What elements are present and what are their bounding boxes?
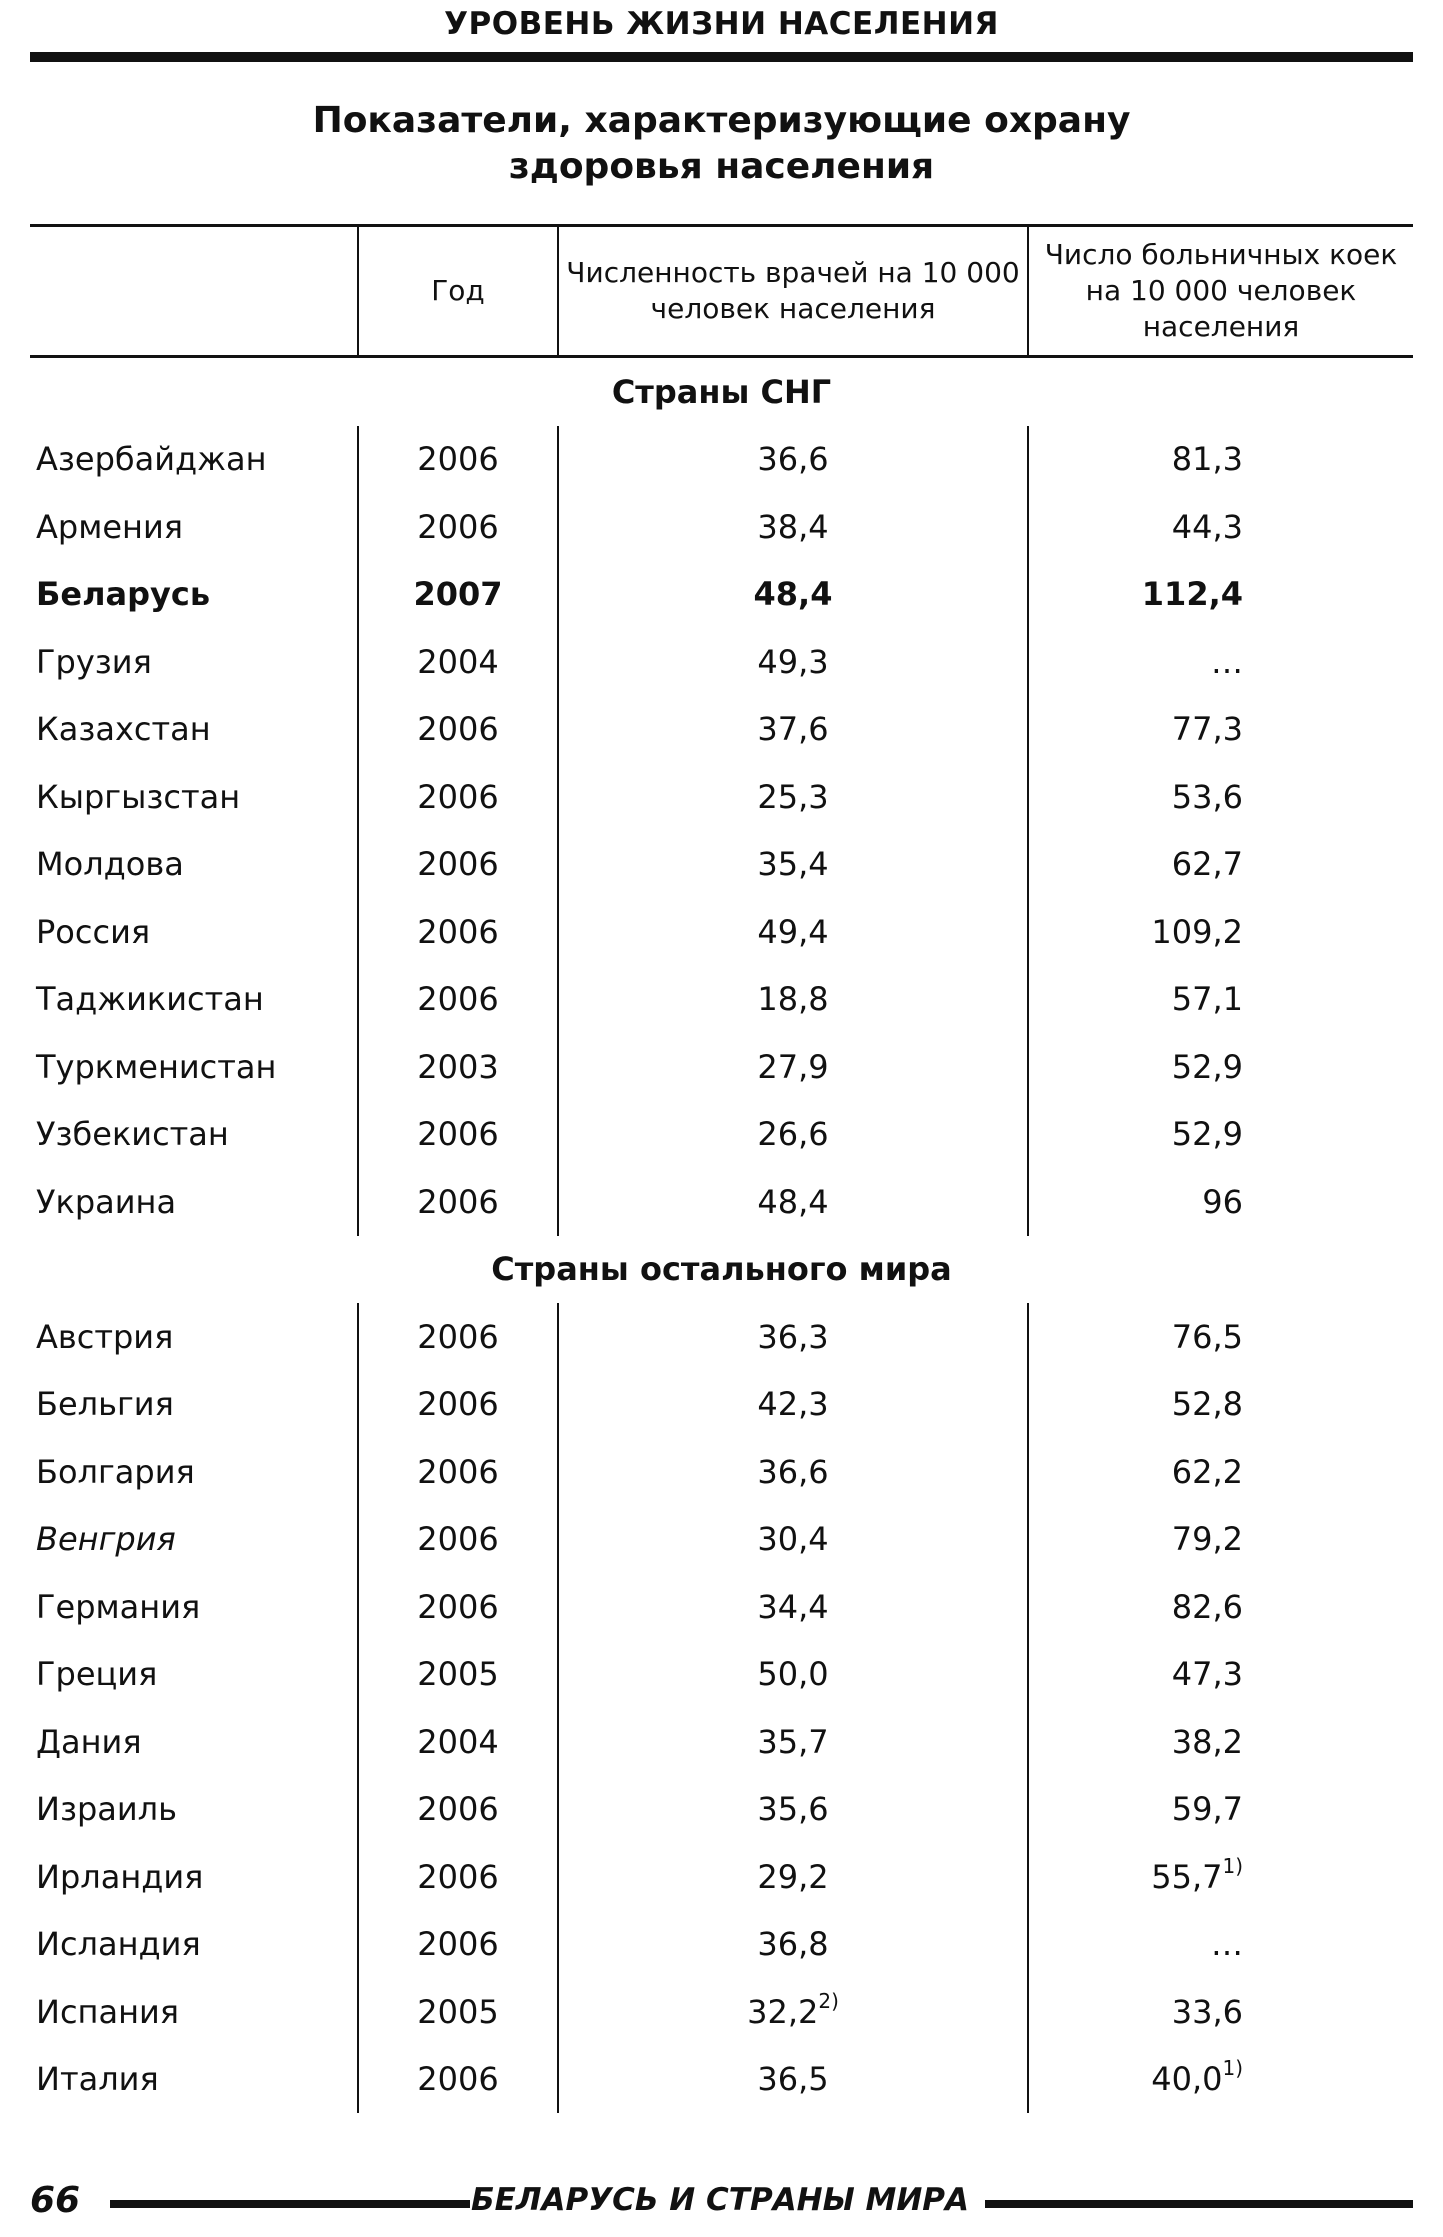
page-title-line-2: здоровья населения — [508, 146, 935, 187]
doctors-cell-value: 42,3 — [757, 1385, 829, 1424]
year-cell — [358, 1708, 558, 1776]
year-cell-value: 2006 — [417, 1452, 499, 1491]
beds-cell-value: 82,6 — [1171, 1587, 1243, 1626]
country-cell — [30, 561, 358, 629]
beds-cell — [1028, 1641, 1413, 1709]
section-title: Страны остального мира — [491, 1250, 952, 1289]
doctors-cell-value: 50,0 — [757, 1655, 829, 1694]
beds-cell-value: 44,3 — [1171, 507, 1243, 546]
section-title: Страны СНГ — [611, 372, 832, 411]
table-header-row — [30, 226, 1413, 357]
doctors-cell-value: 48,4 — [757, 1182, 829, 1221]
beds-cell-footnote: 1) — [1222, 2056, 1243, 2081]
beds-cell — [1028, 898, 1413, 966]
country-cell-value: Таджикистан — [36, 980, 264, 1019]
beds-cell-value: 81,3 — [1171, 440, 1243, 479]
year-cell-value: 2006 — [417, 777, 499, 816]
doctors-cell-value: 34,4 — [757, 1587, 829, 1626]
beds-cell — [1028, 1978, 1413, 2046]
doctors-cell-value: 26,6 — [757, 1115, 829, 1154]
section-header-row — [30, 357, 1413, 426]
doctors-cell-value: 25,3 — [757, 777, 829, 816]
page-title-line-1: Показатели, характеризующие охрану — [312, 100, 1131, 141]
footer-book-title: БЕЛАРУСЬ И СТРАНЫ МИРА — [470, 2182, 970, 2218]
beds-cell-value: 109,2 — [1151, 912, 1243, 951]
year-cell — [358, 1573, 558, 1641]
year-cell-value: 2006 — [417, 1520, 499, 1559]
beds-cell — [1028, 966, 1413, 1034]
doctors-cell-value: 18,8 — [757, 980, 829, 1019]
country-cell — [30, 763, 358, 831]
beds-cell-value: … — [1211, 1925, 1243, 1964]
country-cell — [30, 1573, 358, 1641]
year-cell — [358, 2046, 558, 2114]
country-cell — [30, 1101, 358, 1169]
year-cell-value: 2006 — [417, 1790, 499, 1829]
table-body — [30, 357, 1413, 2114]
table-row — [30, 1978, 1413, 2046]
table-row — [30, 1168, 1413, 1236]
doctors-cell-value: 32,2 — [747, 1992, 819, 2031]
country-cell-value: Туркменистан — [36, 1047, 277, 1086]
beds-cell — [1028, 561, 1413, 629]
doctors-cell-value: 35,4 — [757, 845, 829, 884]
country-cell-value: Казахстан — [36, 710, 211, 749]
beds-cell — [1028, 1573, 1413, 1641]
beds-cell-value: 52,8 — [1171, 1385, 1243, 1424]
year-cell-value: 2005 — [417, 1992, 499, 2031]
header-beds: Число больничных коек на 10 000 человек населения — [1028, 226, 1413, 357]
beds-cell-value: 112,4 — [1141, 575, 1243, 614]
beds-cell — [1028, 493, 1413, 561]
country-cell-value: Ирландия — [36, 1857, 204, 1896]
header-country — [30, 226, 358, 357]
doctors-cell-value: 48,4 — [753, 575, 833, 614]
doctors-cell — [558, 1978, 1028, 2046]
year-cell-value: 2006 — [417, 2060, 499, 2099]
beds-cell — [1028, 1101, 1413, 1169]
doctors-cell — [558, 831, 1028, 899]
year-cell-value: 2006 — [417, 1857, 499, 1896]
beds-cell-value: 47,3 — [1171, 1655, 1243, 1694]
table-row — [30, 493, 1413, 561]
beds-cell-value: … — [1211, 642, 1243, 681]
table-row — [30, 696, 1413, 764]
table-row — [30, 763, 1413, 831]
doctors-cell — [558, 1911, 1028, 1979]
country-cell — [30, 1438, 358, 1506]
year-cell — [358, 1371, 558, 1439]
country-cell — [30, 1506, 358, 1574]
doctors-cell — [558, 763, 1028, 831]
beds-cell-value: 55,7 — [1151, 1857, 1223, 1896]
beds-cell — [1028, 1911, 1413, 1979]
country-cell — [30, 1033, 358, 1101]
table-row — [30, 1573, 1413, 1641]
country-cell-value: Кыргызстан — [36, 777, 241, 816]
table-row — [30, 2046, 1413, 2114]
country-cell-value: Армения — [36, 507, 183, 546]
doctors-cell — [558, 1303, 1028, 1371]
year-cell-value: 2006 — [417, 710, 499, 749]
beds-cell-value: 62,7 — [1171, 845, 1243, 884]
doctors-cell — [558, 561, 1028, 629]
running-head: УРОВЕНЬ ЖИЗНИ НАСЕЛЕНИЯ — [444, 6, 999, 42]
year-cell — [358, 628, 558, 696]
table-row — [30, 1033, 1413, 1101]
beds-cell — [1028, 1843, 1413, 1911]
doctors-cell-value: 49,4 — [757, 912, 829, 951]
country-cell — [30, 1776, 358, 1844]
year-cell — [358, 493, 558, 561]
country-cell — [30, 1168, 358, 1236]
year-cell-value: 2003 — [417, 1047, 499, 1086]
country-cell — [30, 696, 358, 764]
section-header-row — [30, 1236, 1413, 1304]
doctors-cell-value: 38,4 — [757, 507, 829, 546]
country-cell-value: Германия — [36, 1587, 201, 1626]
beds-cell-value: 40,0 — [1151, 2060, 1223, 2099]
year-cell-value: 2006 — [417, 980, 499, 1019]
country-cell-value: Россия — [36, 912, 151, 951]
doctors-cell — [558, 426, 1028, 494]
year-cell — [358, 1168, 558, 1236]
beds-cell — [1028, 1438, 1413, 1506]
year-cell-value: 2006 — [417, 1587, 499, 1626]
doctors-cell — [558, 1843, 1028, 1911]
doctors-cell-value: 30,4 — [757, 1520, 829, 1559]
doctors-cell-value: 36,3 — [757, 1317, 829, 1356]
country-cell — [30, 1978, 358, 2046]
beds-cell-value: 79,2 — [1171, 1520, 1243, 1559]
doctors-cell — [558, 1776, 1028, 1844]
doctors-cell — [558, 628, 1028, 696]
country-cell-value: Исландия — [36, 1925, 201, 1964]
country-cell — [30, 1303, 358, 1371]
doctors-cell — [558, 898, 1028, 966]
table-row — [30, 898, 1413, 966]
country-cell-value: Италия — [36, 2060, 159, 2099]
beds-cell — [1028, 628, 1413, 696]
country-cell-value: Молдова — [36, 845, 184, 884]
top-rule — [30, 52, 1413, 62]
year-cell-value: 2006 — [417, 845, 499, 884]
doctors-cell — [558, 1101, 1028, 1169]
table-row — [30, 1911, 1413, 1979]
year-cell — [358, 831, 558, 899]
doctors-cell — [558, 1506, 1028, 1574]
country-cell-value: Грузия — [36, 642, 152, 681]
beds-cell — [1028, 1776, 1413, 1844]
country-cell-value: Бельгия — [36, 1385, 174, 1424]
country-cell-value: Испания — [36, 1992, 180, 2031]
beds-cell — [1028, 1168, 1413, 1236]
country-cell-value: Болгария — [36, 1452, 195, 1491]
year-cell-value: 2004 — [417, 642, 499, 681]
doctors-cell — [558, 1371, 1028, 1439]
doctors-cell-value: 35,7 — [757, 1722, 829, 1761]
year-cell-value: 2006 — [417, 1115, 499, 1154]
beds-cell-value: 59,7 — [1171, 1790, 1243, 1829]
doctors-cell-value: 36,8 — [757, 1925, 829, 1964]
beds-cell-footnote: 1) — [1222, 1853, 1243, 1878]
country-cell-value: Израиль — [36, 1790, 177, 1829]
year-cell — [358, 1438, 558, 1506]
table-row — [30, 1843, 1413, 1911]
year-cell-value: 2006 — [417, 1317, 499, 1356]
health-indicators-table — [30, 224, 1413, 2113]
page-title — [0, 98, 1443, 190]
doctors-cell — [558, 966, 1028, 1034]
doctors-cell — [558, 1438, 1028, 1506]
year-cell — [358, 1776, 558, 1844]
country-cell-value: Беларусь — [36, 575, 211, 614]
table-row — [30, 1303, 1413, 1371]
year-cell — [358, 763, 558, 831]
country-cell — [30, 1371, 358, 1439]
year-cell-value: 2005 — [417, 1655, 499, 1694]
doctors-cell — [558, 1708, 1028, 1776]
doctors-cell-value: 36,6 — [757, 1452, 829, 1491]
doctors-cell — [558, 1033, 1028, 1101]
table-row — [30, 1708, 1413, 1776]
year-cell — [358, 561, 558, 629]
country-cell — [30, 831, 358, 899]
doctors-cell-value: 36,6 — [757, 440, 829, 479]
year-cell-value: 2006 — [417, 912, 499, 951]
year-cell — [358, 1101, 558, 1169]
doctors-cell-footnote: 2) — [818, 1988, 839, 2013]
table-row — [30, 1776, 1413, 1844]
doctors-cell — [558, 1641, 1028, 1709]
header-year: Год — [358, 226, 558, 357]
country-cell — [30, 898, 358, 966]
country-cell — [30, 2046, 358, 2114]
year-cell — [358, 1911, 558, 1979]
beds-cell — [1028, 1033, 1413, 1101]
table-row — [30, 1641, 1413, 1709]
table-row — [30, 1438, 1413, 1506]
country-cell — [30, 493, 358, 561]
doctors-cell — [558, 2046, 1028, 2114]
doctors-cell-value: 37,6 — [757, 710, 829, 749]
year-cell — [358, 1641, 558, 1709]
table-row — [30, 628, 1413, 696]
beds-cell — [1028, 1371, 1413, 1439]
country-cell — [30, 426, 358, 494]
country-cell-value: Азербайджан — [36, 440, 267, 479]
beds-cell — [1028, 2046, 1413, 2114]
doctors-cell-value: 36,5 — [757, 2060, 829, 2099]
year-cell-value: 2007 — [413, 575, 503, 614]
health-indicators-table-wrap — [30, 224, 1413, 2113]
year-cell — [358, 898, 558, 966]
beds-cell — [1028, 831, 1413, 899]
beds-cell-value: 53,6 — [1171, 777, 1243, 816]
country-cell-value: Греция — [36, 1655, 158, 1694]
table-row — [30, 426, 1413, 494]
table-row — [30, 561, 1413, 629]
doctors-cell — [558, 696, 1028, 764]
beds-cell — [1028, 696, 1413, 764]
beds-cell-value: 52,9 — [1171, 1047, 1243, 1086]
country-cell-value: Австрия — [36, 1317, 174, 1356]
page-footer — [0, 2180, 1443, 2220]
country-cell — [30, 966, 358, 1034]
doctors-cell-value: 29,2 — [757, 1857, 829, 1896]
year-cell-value: 2006 — [417, 507, 499, 546]
doctors-cell-value: 35,6 — [757, 1790, 829, 1829]
table-row — [30, 966, 1413, 1034]
table-row — [30, 1101, 1413, 1169]
year-cell — [358, 426, 558, 494]
year-cell — [358, 966, 558, 1034]
beds-cell-value: 33,6 — [1171, 1992, 1243, 2031]
doctors-cell-value: 49,3 — [757, 642, 829, 681]
country-cell-value: Узбекистан — [36, 1115, 229, 1154]
footer-rule-right — [985, 2200, 1413, 2208]
year-cell — [358, 696, 558, 764]
country-cell — [30, 1843, 358, 1911]
doctors-cell — [558, 1168, 1028, 1236]
year-cell — [358, 1843, 558, 1911]
doctors-cell — [558, 1573, 1028, 1641]
header-doctors: Численность врачей на 10 000 человек населения — [558, 226, 1028, 357]
doctors-cell-value: 27,9 — [757, 1047, 829, 1086]
country-cell-value: Украина — [36, 1182, 177, 1221]
year-cell — [358, 1506, 558, 1574]
beds-cell-value: 96 — [1202, 1182, 1243, 1221]
beds-cell-value: 52,9 — [1171, 1115, 1243, 1154]
footer-rule-left — [110, 2200, 470, 2208]
country-cell-value: Венгрия — [36, 1520, 176, 1559]
table-row — [30, 1506, 1413, 1574]
beds-cell — [1028, 1303, 1413, 1371]
year-cell-value: 2006 — [417, 1182, 499, 1221]
beds-cell — [1028, 426, 1413, 494]
beds-cell-value: 76,5 — [1171, 1317, 1243, 1356]
beds-cell-value: 38,2 — [1171, 1722, 1243, 1761]
page-number: 66 — [30, 2180, 81, 2221]
beds-cell — [1028, 1506, 1413, 1574]
country-cell-value: Дания — [36, 1722, 142, 1761]
beds-cell-value: 57,1 — [1171, 980, 1243, 1019]
year-cell-value: 2006 — [417, 1385, 499, 1424]
doctors-cell — [558, 493, 1028, 561]
country-cell — [30, 1641, 358, 1709]
year-cell-value: 2006 — [417, 1925, 499, 1964]
beds-cell-value: 62,2 — [1171, 1452, 1243, 1491]
beds-cell — [1028, 763, 1413, 831]
table-row — [30, 831, 1413, 899]
beds-cell — [1028, 1708, 1413, 1776]
country-cell — [30, 628, 358, 696]
country-cell — [30, 1911, 358, 1979]
year-cell-value: 2004 — [417, 1722, 499, 1761]
table-row — [30, 1371, 1413, 1439]
beds-cell-value: 77,3 — [1171, 710, 1243, 749]
year-cell-value: 2006 — [417, 440, 499, 479]
year-cell — [358, 1033, 558, 1101]
year-cell — [358, 1978, 558, 2046]
year-cell — [358, 1303, 558, 1371]
country-cell — [30, 1708, 358, 1776]
